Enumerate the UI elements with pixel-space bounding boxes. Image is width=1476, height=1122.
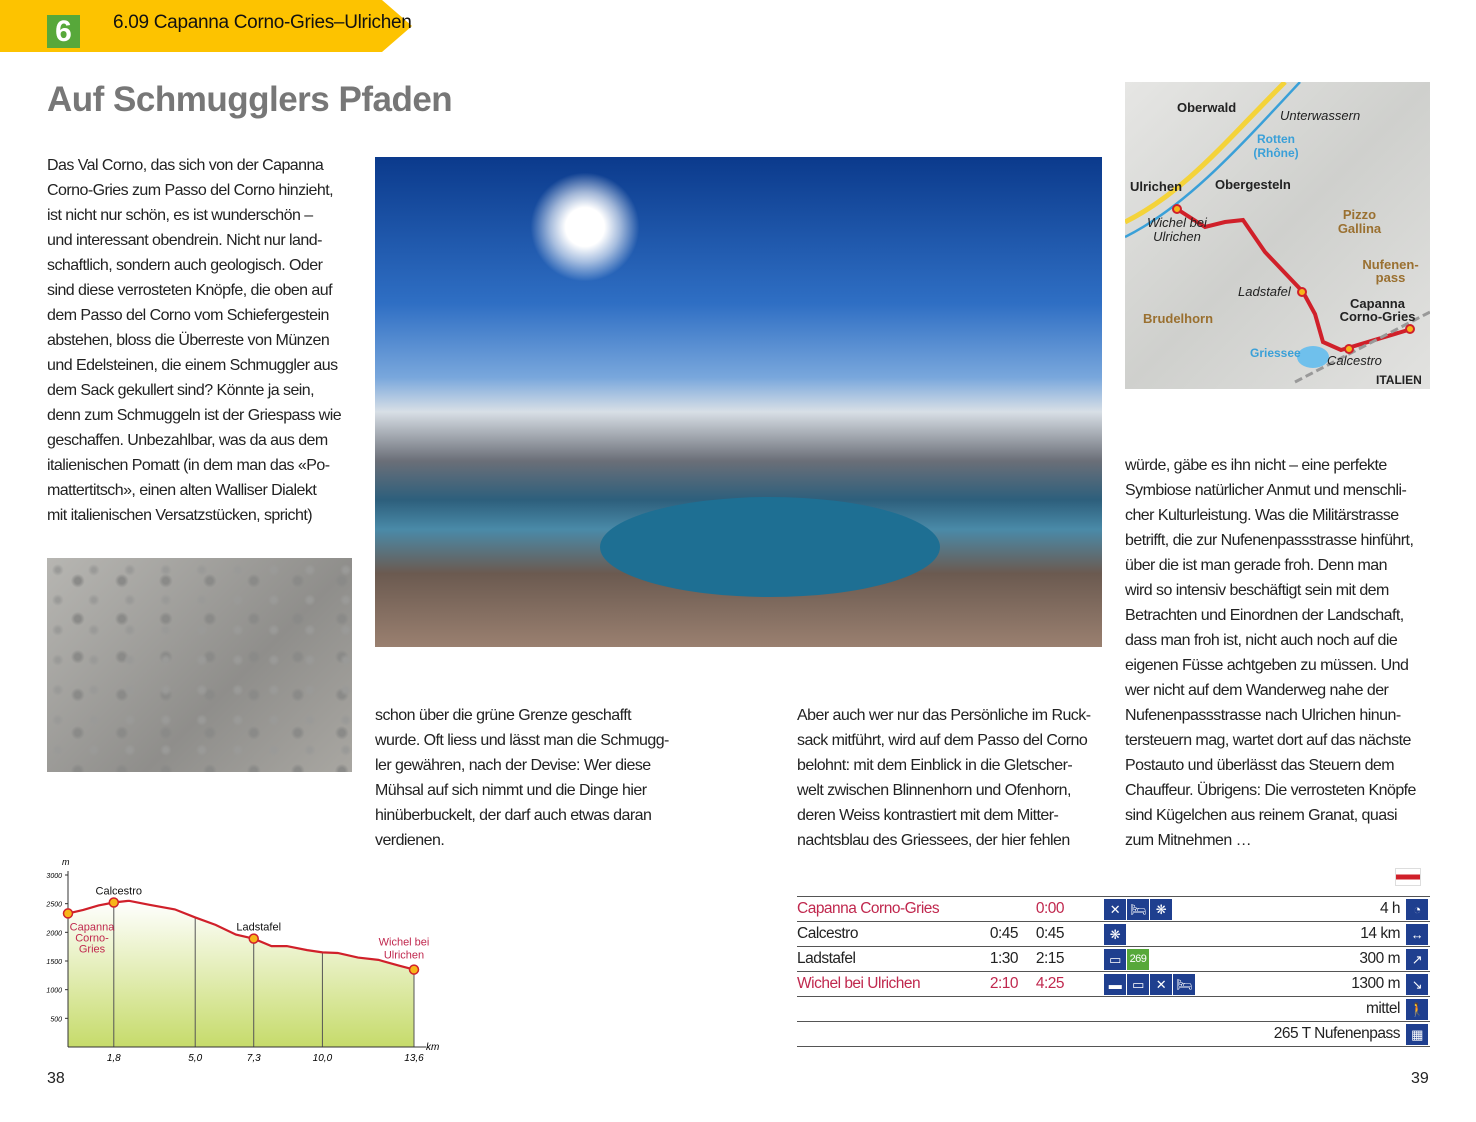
text-line: zum Mitnehmen … [1125, 832, 1252, 849]
station-name [797, 1022, 982, 1047]
station-label: Ulrichen [383, 949, 425, 962]
route-stat-icon: 🚶 [1406, 999, 1428, 1020]
facility-icons [1104, 997, 1254, 1022]
text-line: ist nicht nur schön, es ist wunderschön – [47, 207, 313, 224]
text-line: dem Passo del Corno vom Schiefergestein [47, 307, 329, 324]
text-line: und interessant obendrein. Nicht nur land- [47, 232, 322, 249]
text-line: verdienen. [375, 832, 445, 849]
segment-time: 0:45 [989, 925, 1018, 942]
chapter-logo: 6 [47, 15, 80, 48]
y-tick-label: 3000 [46, 873, 62, 880]
total-time: 0:00 [1035, 900, 1064, 917]
station-marker [410, 965, 419, 974]
text-line: mattertitsch», einen alten Walliser Dialekt [47, 482, 317, 499]
text-line: Nufenenpassstrasse nach Ulrichen hinun- [1125, 707, 1401, 724]
map-label: Calcestro [1327, 353, 1382, 368]
text-line: Betrachten und Einordnen der Landschaft, [1125, 607, 1404, 624]
map-label: Oberwald [1177, 100, 1237, 115]
lake-photo [375, 157, 1102, 647]
facility-icon: ❋ [1104, 924, 1126, 945]
facility-icon: ❋ [1150, 899, 1172, 920]
station-marker [64, 909, 73, 918]
text-line: mit italienischen Versatzstücken, spricht) [47, 507, 313, 524]
map-label: Nufenen-pass [1362, 257, 1419, 285]
map-label: Griessee [1250, 346, 1301, 360]
station-marker [249, 934, 258, 943]
route-stat-icon: ▦ [1406, 1024, 1428, 1045]
text-column-4 [1125, 453, 1416, 853]
map-label: Capanna Corno-Gries [1339, 296, 1416, 324]
text-line: wird so intensiv beschäftigt sein mit dem [1125, 582, 1389, 599]
map-label: Ulrichen [1130, 179, 1183, 194]
text-line: Aber auch wer nur das Persönliche im Ruck- [797, 707, 1091, 724]
page-title: Auf Schmugglers Pfaden [47, 80, 453, 119]
segment-time [982, 997, 1018, 1022]
text-line: würde, gäbe es ihn nicht – eine perfekte [1125, 457, 1387, 474]
text-line: eigenen Füsse achtgeben zu müssen. Und [1125, 657, 1409, 674]
station-marker [109, 898, 118, 907]
text-line: sind Kügelchen aus reinem Granat, quasi [1125, 807, 1398, 824]
text-column-1 [47, 153, 341, 528]
route-stat-value: 300 m [1359, 950, 1400, 967]
route-stat-value: 1300 m [1351, 975, 1400, 992]
table-row [797, 972, 1430, 997]
table-row [797, 897, 1430, 922]
station-label: Corno- [75, 932, 109, 945]
sun [530, 172, 640, 282]
segment-time [982, 1022, 1018, 1047]
map-label: Unterwassern [1280, 108, 1361, 123]
station-label: Ladstafel [236, 921, 282, 934]
text-line: dass man froh ist, nicht auch noch auf die [1125, 632, 1398, 649]
station-label: Calcestro [95, 885, 143, 898]
station-name: Calcestro [797, 925, 858, 942]
text-line: über die ist man gerade froh. Denn man [1125, 557, 1387, 574]
rock-photo [47, 558, 352, 772]
facility-icons [1104, 1022, 1254, 1047]
map-label: ITALIEN [1376, 373, 1422, 387]
facility-icons [1104, 972, 1254, 997]
facility-icons [1104, 922, 1254, 947]
facility-icon: ✕ [1104, 899, 1126, 920]
y-tick-label: 500 [50, 1016, 62, 1024]
facility-icon: ▭ [1104, 949, 1126, 970]
text-line: schon über die grüne Grenze geschafft [375, 707, 631, 724]
y-tick-label: 1500 [46, 959, 62, 966]
map-label: Rotten (Rhône) [1253, 132, 1299, 160]
text-line: belohnt: mit dem Einblick in die Gletscher- [797, 757, 1073, 774]
table-row [797, 922, 1430, 947]
map-label: Pizzo Gallina [1337, 207, 1382, 236]
station-label: Wichel bei [378, 936, 430, 949]
total-time [1018, 1022, 1064, 1047]
total-time: 0:45 [1035, 925, 1064, 942]
x-tick-label: 1,8 [106, 1053, 121, 1064]
segment-time: 1:30 [989, 950, 1018, 967]
table-row [797, 947, 1430, 972]
text-line: sack mitführt, wird auf dem Passo del Corno [797, 732, 1088, 749]
text-column-2 [375, 703, 669, 853]
facility-icons [1104, 947, 1254, 972]
route-stat-icon: ◔ [1406, 899, 1428, 920]
x-axis-label: km [426, 1042, 440, 1053]
facility-icon: 🛏 [1127, 899, 1149, 920]
route-map [1125, 82, 1430, 389]
text-line: cher Kulturleistung. Was die Militärstrasse [1125, 507, 1399, 524]
text-line: dem Sack gekullert sind? Könnte ja sein, [47, 382, 315, 399]
route-stat-value: 4 h [1379, 900, 1400, 917]
text-line: italienischen Pomatt (in dem man das «Po- [47, 457, 330, 474]
text-line: sind diese verrosteten Knöpfe, die oben auf [47, 282, 333, 299]
y-axis-label: m [62, 857, 70, 867]
route-table [797, 896, 1430, 1047]
facility-icon: ▭ [1127, 974, 1149, 995]
map-label: Wichel bei Ulrichen [1147, 215, 1207, 244]
page-number-right: 39 [1411, 1070, 1429, 1087]
text-column-3 [797, 703, 1090, 853]
text-line: Mühsal auf sich nimmt und die Dinge hier [375, 782, 647, 799]
x-tick-label: 13,6 [404, 1053, 424, 1064]
text-line: Symbiose natürlicher Anmut und menschli- [1125, 482, 1407, 499]
segment-time: 2:10 [989, 975, 1018, 992]
segment-time [982, 897, 1018, 922]
page-number-left: 38 [47, 1070, 65, 1087]
facility-icon: ✕ [1150, 974, 1172, 995]
map-label: Obergesteln [1215, 177, 1291, 192]
station-name [797, 997, 982, 1022]
text-line: Das Val Corno, das sich von der Capanna [47, 157, 324, 174]
text-line: denn zum Schmuggeln ist der Griespass wie [47, 407, 342, 424]
route-stat-value: mittel [1365, 1000, 1400, 1017]
table-row [797, 997, 1430, 1022]
facility-icons [1104, 897, 1254, 922]
map-label: Brudelhorn [1143, 311, 1214, 326]
facility-icon: ▬ [1104, 974, 1126, 995]
text-line: Postauto und überlässt das Steuern dem [1125, 757, 1395, 774]
route-stat-icon: ↘ [1406, 974, 1428, 995]
text-line: abstehen, bloss die Überreste von Münzen [47, 332, 330, 349]
route-stat-value: 265 T Nufenenpass [1273, 1025, 1400, 1042]
route-marking-icon [1395, 868, 1421, 886]
x-tick-label: 10,0 [312, 1053, 333, 1064]
station-label: Capanna [69, 921, 115, 934]
station-name: Wichel bei Ulrichen [797, 975, 921, 992]
text-line: Chauffeur. Übrigens: Die verrosteten Knöpfe [1125, 782, 1416, 799]
x-tick-label: 7,3 [246, 1053, 261, 1064]
x-tick-label: 5,0 [188, 1053, 203, 1064]
y-tick-label: 2000 [46, 930, 62, 938]
station-name: Capanna Corno-Gries [797, 900, 940, 917]
route-stat-icon: ↗ [1406, 949, 1428, 970]
total-time: 4:25 [1035, 975, 1064, 992]
total-time [1018, 997, 1064, 1022]
text-line: welt zwischen Blinnenhorn und Ofenhorn, [797, 782, 1071, 799]
facility-icon: 🛏 [1173, 974, 1195, 995]
station-label: Gries [78, 943, 106, 956]
lake [600, 497, 940, 597]
total-time: 2:15 [1035, 950, 1064, 967]
text-line: ler gewähren, nach der Devise: Wer diese [375, 757, 651, 774]
route-stat-value: 14 km [1360, 925, 1400, 942]
text-line: schaftlich, sondern auch geologisch. Oder [47, 257, 323, 274]
y-tick-label: 1000 [46, 987, 62, 995]
y-tick-label: 2500 [46, 901, 62, 909]
station-name: Ladstafel [797, 950, 856, 967]
text-line: geschaffen. Unbezahlbar, was da aus dem [47, 432, 328, 449]
map-label: Ladstafel [1238, 284, 1291, 299]
text-line: tersteuern mag, wartet dort auf das nächste [1125, 732, 1411, 749]
text-line: nachtsblau des Griessees, der hier fehlen [797, 832, 1070, 849]
text-line: hinüberbuckelt, der darf auch etwas daran [375, 807, 652, 824]
facility-icon: 269 [1127, 949, 1149, 970]
text-line: betrifft, die zur Nufenenpassstrasse hinführt, [1125, 532, 1414, 549]
text-line: wer nicht auf dem Wanderweg nahe der [1125, 682, 1389, 699]
text-line: und Edelsteinen, die einem Schmuggler aus [47, 357, 338, 374]
text-line: Corno-Gries zum Passo del Corno hinzieht, [47, 182, 334, 199]
table-row [797, 1022, 1430, 1047]
chapter-title: 6.09 Capanna Corno-Gries–Ulrichen [113, 12, 412, 33]
text-line: wurde. Oft liess und lässt man die Schmugg- [375, 732, 669, 749]
elevation-profile [30, 855, 450, 1070]
route-stat-icon: ↔ [1406, 924, 1428, 945]
text-line: deren Weiss kontrastiert mit dem Mitter- [797, 807, 1059, 824]
